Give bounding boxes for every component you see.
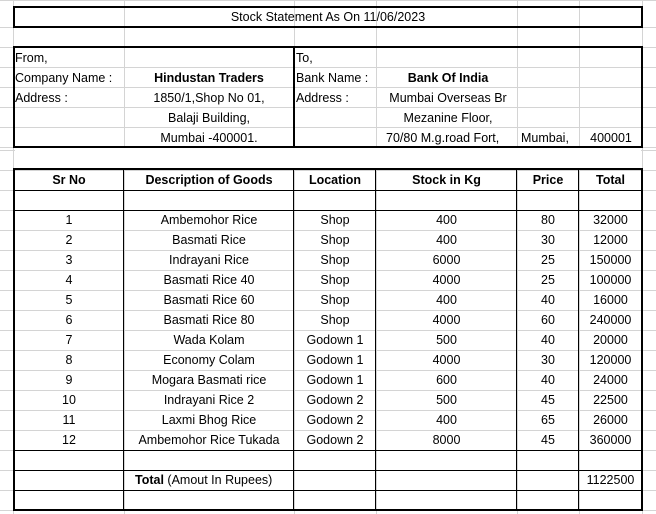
cell-sr-no: 7 [65,333,73,347]
cell-price: 60 [541,313,555,327]
cell-description: Economy Colam [163,353,255,367]
cell-description: Ambemohor Rice Tukada [138,433,280,447]
cell-total: 120000 [589,353,632,367]
to-heading: To, [296,51,313,65]
cell-location: Shop [320,293,350,307]
cell-sr-no: 3 [65,253,73,267]
total-label-note: (Amout In Rupees) [163,473,273,487]
cell-total: 150000 [589,253,632,267]
cell-stock: 400 [436,293,457,307]
cell-sr-no: 9 [65,373,73,387]
cell-location: Shop [320,313,350,327]
cell-total: 16000 [593,293,628,307]
cell-stock: 400 [436,233,457,247]
header-description: Description of Goods [145,173,273,187]
grand-total: 1122500 [586,473,635,487]
header-sr-no: Sr No [52,173,86,187]
cell-location: Shop [320,253,350,267]
page-title: Stock Statement As On 11/06/2023 [230,10,426,24]
cell-location: Godown 2 [306,433,364,447]
cell-sr-no: 2 [65,233,73,247]
cell-sr-no: 11 [62,413,76,427]
cell-total: 24000 [593,373,628,387]
cell-stock: 600 [436,373,457,387]
to-address-line: Mezanine Floor, [403,111,493,125]
cell-total: 32000 [593,213,628,227]
cell-price: 30 [541,233,555,247]
cell-description: Basmati Rice 60 [163,293,255,307]
to-address-label: Address : [296,91,349,105]
cell-stock: 4000 [432,313,461,327]
from-heading: From, [15,51,48,65]
cell-stock: 8000 [432,433,461,447]
cell-price: 45 [541,393,555,407]
cell-price: 25 [541,273,555,287]
from-address-label: Address : [15,91,68,105]
cell-total: 20000 [593,333,628,347]
cell-price: 40 [541,373,555,387]
header-total: Total [596,173,625,187]
cell-location: Shop [320,273,350,287]
cell-stock: 4000 [432,273,461,287]
cell-total: 240000 [589,313,632,327]
company-name: Hindustan Traders [154,71,264,85]
cell-description: Basmati Rice [172,233,246,247]
cell-description: Basmati Rice 40 [163,273,255,287]
from-address-line: Mumbai -400001. [160,131,258,145]
cell-stock: 400 [436,213,457,227]
cell-location: Godown 2 [306,393,364,407]
cell-total: 100000 [589,273,632,287]
cell-description: Laxmi Bhog Rice [161,413,257,427]
header-location: Location [308,173,362,187]
company-name-label: Company Name : [15,71,113,85]
cell-price: 25 [541,253,555,267]
cell-price: 40 [541,293,555,307]
cell-stock: 6000 [432,253,461,267]
from-address-line: 1850/1,Shop No 01, [153,91,265,105]
cell-location: Godown 1 [306,353,364,367]
cell-stock: 400 [436,413,457,427]
cell-sr-no: 8 [65,353,73,367]
cell-price: 30 [541,353,555,367]
cell-description: Basmati Rice 80 [163,313,255,327]
cell-total: 26000 [593,413,628,427]
cell-location: Godown 1 [306,373,364,387]
to-pin: 400001 [590,131,632,145]
cell-total: 360000 [589,433,632,447]
cell-sr-no: 10 [62,393,76,407]
cell-description: Mogara Basmati rice [151,373,267,387]
cell-price: 80 [541,213,555,227]
cell-stock: 500 [436,393,457,407]
cell-total: 12000 [593,233,628,247]
total-label-bold: Total [135,473,164,487]
cell-price: 45 [541,433,555,447]
header-price: Price [532,173,564,187]
cell-location: Shop [320,233,350,247]
cell-description: Wada Kolam [173,333,245,347]
cell-price: 65 [541,413,555,427]
header-stock: Stock in Kg [412,173,481,187]
cell-description: Ambemohor Rice [160,213,258,227]
cell-description: Indrayani Rice 2 [163,393,255,407]
total-label [135,470,294,490]
cell-location: Godown 2 [306,413,364,427]
cell-stock: 4000 [432,353,461,367]
cell-sr-no: 6 [65,313,73,327]
cell-description: Indrayani Rice [169,253,249,267]
cell-sr-no: 5 [65,293,73,307]
from-address-line: Balaji Building, [168,111,250,125]
cell-stock: 500 [436,333,457,347]
cell-location: Shop [320,213,350,227]
cell-price: 40 [541,333,555,347]
bank-name-label: Bank Name : [296,71,369,85]
cell-total: 22500 [593,393,628,407]
bank-name: Bank Of India [407,71,489,85]
to-city: Mumbai, [521,131,569,145]
cell-location: Godown 1 [306,333,364,347]
cell-sr-no: 12 [62,433,76,447]
cell-sr-no: 4 [65,273,73,287]
cell-sr-no: 1 [65,213,73,227]
to-address-line: 70/80 M.g.road Fort, [386,131,500,145]
to-address-line: Mumbai Overseas Br [389,91,507,105]
